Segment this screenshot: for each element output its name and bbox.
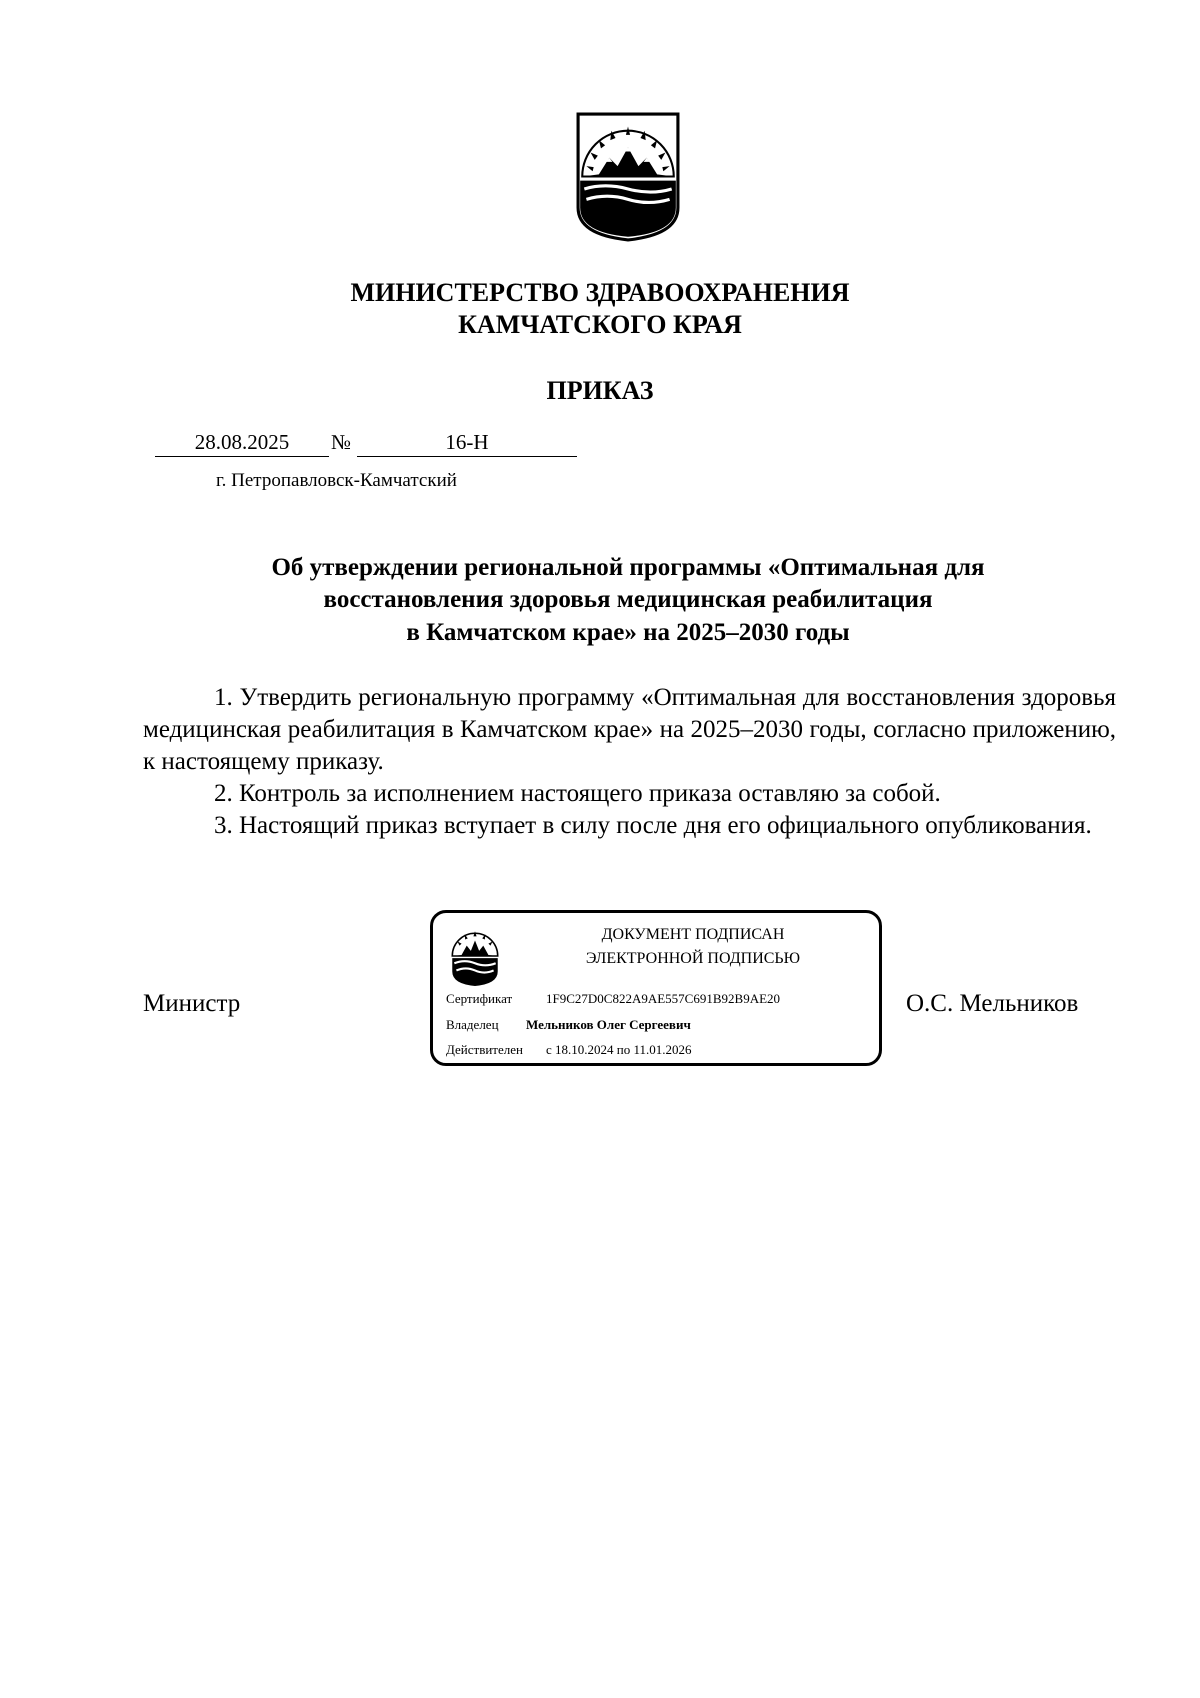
stamp-validity-label: Действителен	[446, 1042, 523, 1057]
stamp-validity-value: с 18.10.2024 по 11.01.2026	[546, 1042, 692, 1057]
signer-position: Министр	[143, 990, 241, 1017]
stamp-owner-row	[446, 1015, 691, 1035]
number-sign: №	[331, 430, 352, 454]
body-paragraph-1: 1. Утвердить региональную программу «Оптимальная для восстановления здоровья медицинская реабилитация в Камчатском крае» на 2025–2030 годы, согласно приложению, к настоящему приказу.	[143, 684, 1116, 775]
organization-name-line1: МИНИСТЕРСТВО ЗДРАВООХРАНЕНИЯ	[350, 278, 850, 307]
signer-name: О.С. Мельников	[906, 990, 1079, 1017]
body-paragraph-2: 2. Контроль за исполнением настоящего приказа оставляю за собой.	[214, 780, 941, 807]
document-title-line1: Об утверждении региональной программы «Оптимальная для	[271, 554, 985, 581]
stamp-certificate-label: Сертификат	[446, 991, 513, 1006]
document-type: ПРИКАЗ	[546, 376, 654, 405]
stamp-certificate-row	[446, 989, 780, 1009]
stamp-owner-value: Мельников Олег Сергеевич	[526, 1017, 691, 1032]
document-number: 16-Н	[357, 428, 577, 457]
stamp-certificate-value: 1F9C27D0C822A9AE557C691B92B9AE20	[546, 991, 781, 1006]
document-title-line3: в Камчатском крае» на 2025–2030 годы	[406, 619, 850, 646]
stamp-owner-label: Владелец	[446, 1017, 499, 1032]
kamchatka-coat-of-arms-icon	[449, 925, 501, 987]
organization-name-line2: КАМЧАТСКОГО КРАЯ	[458, 310, 742, 339]
stamp-heading-line1: ДОКУМЕНТ ПОДПИСАН	[601, 926, 785, 943]
electronic-signature-stamp	[430, 910, 882, 1066]
document-city: г. Петропавловск-Камчатский	[216, 470, 457, 491]
kamchatka-coat-of-arms-icon	[576, 112, 680, 242]
stamp-heading-line2: ЭЛЕКТРОННОЙ ПОДПИСЬЮ	[585, 950, 801, 967]
stamp-validity-row	[446, 1040, 692, 1060]
body-paragraph-3: 3. Настоящий приказ вступает в силу после дня его официального опубликования.	[214, 812, 1092, 839]
document-title-line2: восстановления здоровья медицинская реабилитация	[323, 586, 933, 613]
document-date: 28.08.2025	[155, 428, 329, 457]
